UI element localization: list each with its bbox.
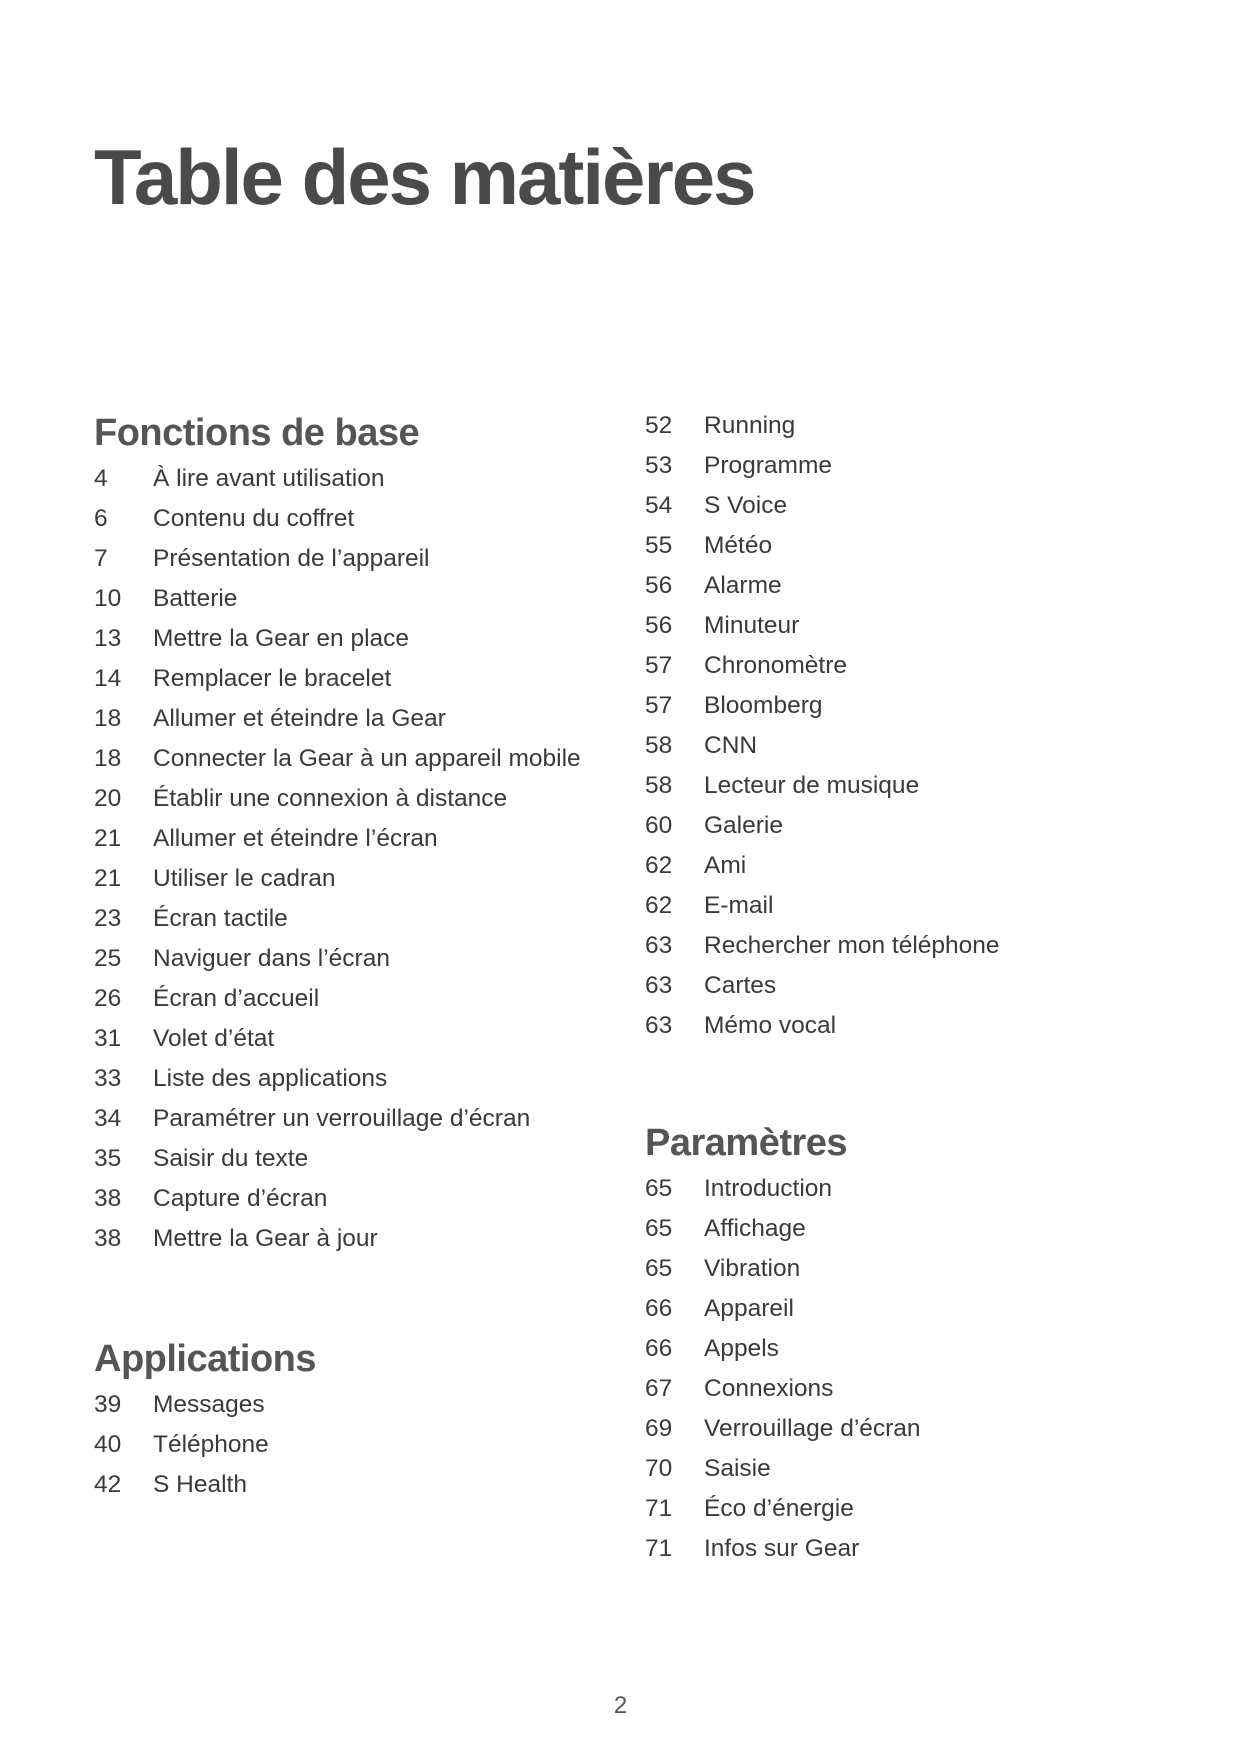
toc-page-number: 31	[94, 1025, 122, 1052]
toc-entry[interactable]	[645, 966, 1000, 1006]
toc-entry[interactable]	[645, 726, 1000, 766]
toc-entry-label: CNN	[704, 732, 758, 759]
section-parametres	[645, 1118, 921, 1569]
toc-page-number: 66	[645, 1335, 673, 1362]
toc-entry-label: Lecteur de musique	[704, 772, 920, 799]
toc-entry[interactable]	[645, 766, 1000, 806]
toc-page-number: 65	[645, 1215, 673, 1242]
toc-entry[interactable]	[645, 1249, 921, 1289]
toc-entry-label: Galerie	[704, 812, 783, 839]
toc-entry-label: Alarme	[704, 572, 782, 599]
toc-page-number: 25	[94, 945, 122, 972]
toc-entry-label: Utiliser le cadran	[153, 865, 336, 892]
toc-entry[interactable]	[645, 486, 1000, 526]
toc-entry[interactable]	[645, 846, 1000, 886]
toc-page-number: 21	[94, 825, 122, 852]
toc-entry-label: Batterie	[153, 585, 238, 612]
toc-entry-label: Naviguer dans l’écran	[153, 945, 390, 972]
toc-entry-label: Météo	[704, 532, 773, 559]
toc-entry[interactable]	[94, 1425, 316, 1465]
toc-page-number: 33	[94, 1065, 122, 1092]
toc-entry-label: Établir une connexion à distance	[153, 785, 508, 812]
toc-page-number: 65	[645, 1175, 673, 1202]
toc-page-number: 67	[645, 1375, 673, 1402]
toc-entry-label: Messages	[153, 1391, 265, 1418]
toc-entry[interactable]	[645, 1529, 921, 1569]
toc-entry-label: À lire avant utilisation	[153, 465, 385, 492]
toc-entry[interactable]	[645, 1169, 921, 1209]
toc-entry-label: Saisie	[704, 1455, 771, 1482]
toc-entry-label: Mettre la Gear en place	[153, 625, 410, 652]
toc-entry-label: Téléphone	[153, 1431, 269, 1458]
toc-page-number: 52	[645, 412, 673, 439]
toc-entry[interactable]	[94, 579, 581, 619]
toc-entry[interactable]	[94, 939, 581, 979]
toc-entry-label: Appels	[704, 1335, 779, 1362]
toc-page-number: 57	[645, 692, 673, 719]
toc-entry-label: Chronomètre	[704, 652, 847, 679]
toc-page-number: 10	[94, 585, 122, 612]
toc-entry[interactable]	[94, 659, 581, 699]
toc-page-number: 7	[94, 545, 108, 572]
toc-page-number: 20	[94, 785, 122, 812]
toc-entry-label: Présentation de l’appareil	[153, 545, 430, 572]
toc-page-number: 42	[94, 1471, 122, 1498]
toc-page-number: 69	[645, 1415, 673, 1442]
toc-entry[interactable]	[645, 446, 1000, 486]
toc-entry-label: Liste des applications	[153, 1065, 388, 1092]
toc-page-number: 53	[645, 452, 673, 479]
toc-entry-label: Saisir du texte	[153, 1145, 309, 1172]
toc-page-number: 71	[645, 1495, 673, 1522]
toc-entry[interactable]	[94, 619, 581, 659]
toc-entry[interactable]	[645, 526, 1000, 566]
toc-entry-label: Affichage	[704, 1215, 806, 1242]
page-title: Table des matières	[94, 133, 755, 221]
toc-entry-label: Contenu du coffret	[153, 505, 355, 532]
toc-page-number: 58	[645, 732, 673, 759]
toc-entry[interactable]	[94, 1465, 316, 1505]
toc-entry-label: Introduction	[704, 1175, 833, 1202]
toc-entry[interactable]	[94, 739, 581, 779]
section-heading: Fonctions de base	[94, 412, 420, 454]
toc-entry[interactable]	[645, 1449, 921, 1489]
toc-entry-label: S Voice	[704, 492, 788, 519]
toc-entry-label: Rechercher mon téléphone	[704, 932, 1000, 959]
toc-entry-label: S Health	[153, 1471, 247, 1498]
toc-entry-label: Bloomberg	[704, 692, 823, 719]
toc-page-number: 62	[645, 892, 673, 919]
toc-page-number: 23	[94, 905, 122, 932]
toc-entry-label: Connecter la Gear à un appareil mobile	[153, 745, 581, 772]
toc-page-number: 38	[94, 1185, 122, 1212]
toc-entry[interactable]	[645, 566, 1000, 606]
toc-page-number: 70	[645, 1455, 673, 1482]
toc-entry-label: Vibration	[704, 1255, 801, 1282]
toc-entry[interactable]	[645, 1489, 921, 1529]
toc-entry[interactable]	[94, 1219, 581, 1259]
toc-entry[interactable]	[645, 1289, 921, 1329]
toc-entry[interactable]	[94, 1385, 316, 1425]
toc-page-number: 62	[645, 852, 673, 879]
toc-entry-label: Écran tactile	[153, 905, 288, 932]
toc-entry[interactable]	[645, 646, 1000, 686]
toc-entry[interactable]	[94, 899, 581, 939]
toc-list	[94, 459, 581, 1259]
toc-page-number: 13	[94, 625, 122, 652]
toc-entry-label: Volet d’état	[153, 1025, 275, 1052]
toc-entry[interactable]	[94, 819, 581, 859]
toc-page-number: 63	[645, 972, 673, 999]
toc-page-number: 35	[94, 1145, 122, 1172]
toc-entry[interactable]	[645, 606, 1000, 646]
toc-entry-label: E-mail	[704, 892, 774, 919]
toc-entry-label: Capture d’écran	[153, 1185, 328, 1212]
toc-page-number: 26	[94, 985, 122, 1012]
toc-entry-label: Paramétrer un verrouillage d’écran	[153, 1105, 531, 1132]
section-applications-continued	[645, 406, 1000, 1046]
toc-entry-label: Connexions	[704, 1375, 834, 1402]
toc-page-number: 4	[94, 465, 108, 492]
toc-entry[interactable]	[645, 886, 1000, 926]
toc-page-number: 63	[645, 1012, 673, 1039]
toc-list	[645, 1169, 921, 1569]
toc-page-number: 40	[94, 1431, 122, 1458]
toc-entry[interactable]	[94, 459, 581, 499]
toc-entry[interactable]	[645, 806, 1000, 846]
toc-page-number: 6	[94, 505, 108, 532]
toc-page-number: 38	[94, 1225, 122, 1252]
page-number: 2	[613, 1692, 628, 1719]
toc-entry[interactable]	[645, 1209, 921, 1249]
toc-entry[interactable]	[94, 779, 581, 819]
toc-entry-label: Ami	[704, 852, 747, 879]
toc-entry[interactable]	[645, 1369, 921, 1409]
toc-entry[interactable]	[94, 539, 581, 579]
toc-page-number: 56	[645, 612, 673, 639]
toc-entry[interactable]	[94, 499, 581, 539]
section-heading: Paramètres	[645, 1122, 848, 1164]
toc-entry-label: Infos sur Gear	[704, 1535, 860, 1562]
toc-page-number: 65	[645, 1255, 673, 1282]
toc-page-number: 60	[645, 812, 673, 839]
toc-page-number: 18	[94, 745, 122, 772]
toc-page-number: 34	[94, 1105, 122, 1132]
toc-entry[interactable]	[94, 699, 581, 739]
toc-page-number: 55	[645, 532, 673, 559]
toc-page-number: 71	[645, 1535, 673, 1562]
toc-entry[interactable]	[645, 406, 1000, 446]
toc-entry-label: Allumer et éteindre la Gear	[153, 705, 446, 732]
toc-page-number: 21	[94, 865, 122, 892]
toc-page-number: 58	[645, 772, 673, 799]
toc-list	[645, 406, 1000, 1046]
toc-entry[interactable]	[94, 1059, 581, 1099]
toc-page-number: 54	[645, 492, 673, 519]
section-fonctions-de-base	[94, 408, 581, 1259]
toc-entry-label: Programme	[704, 452, 832, 479]
toc-entry-label: Écran d’accueil	[153, 985, 320, 1012]
toc-entry[interactable]	[94, 1019, 581, 1059]
toc-entry-label: Minuteur	[704, 612, 800, 639]
section-applications	[94, 1334, 316, 1505]
toc-entry[interactable]	[94, 1179, 581, 1219]
toc-entry-label: Allumer et éteindre l’écran	[153, 825, 438, 852]
toc-entry-label: Appareil	[704, 1295, 794, 1322]
section-heading: Applications	[94, 1338, 317, 1380]
toc-entry[interactable]	[645, 686, 1000, 726]
toc-entry-label: Remplacer le bracelet	[153, 665, 392, 692]
toc-list	[94, 1385, 316, 1505]
toc-page-number: 57	[645, 652, 673, 679]
toc-page-number: 39	[94, 1391, 122, 1418]
toc-entry-label: Éco d’énergie	[704, 1495, 854, 1522]
toc-entry[interactable]	[645, 1006, 1000, 1046]
toc-page-number: 18	[94, 705, 122, 732]
toc-page-number: 56	[645, 572, 673, 599]
toc-page-number: 66	[645, 1295, 673, 1322]
toc-entry-label: Cartes	[704, 972, 777, 999]
toc-page-number: 14	[94, 665, 122, 692]
toc-entry[interactable]	[94, 859, 581, 899]
toc-entry-label: Mettre la Gear à jour	[153, 1225, 378, 1252]
toc-entry[interactable]	[645, 926, 1000, 966]
toc-entry-label: Verrouillage d’écran	[704, 1415, 921, 1442]
toc-entry[interactable]	[94, 1099, 581, 1139]
toc-entry[interactable]	[94, 979, 581, 1019]
toc-entry[interactable]	[645, 1409, 921, 1449]
toc-entry-label: Mémo vocal	[704, 1012, 837, 1039]
toc-entry[interactable]	[645, 1329, 921, 1369]
toc-page-number: 63	[645, 932, 673, 959]
toc-entry[interactable]	[94, 1139, 581, 1179]
toc-entry-label: Running	[704, 412, 796, 439]
